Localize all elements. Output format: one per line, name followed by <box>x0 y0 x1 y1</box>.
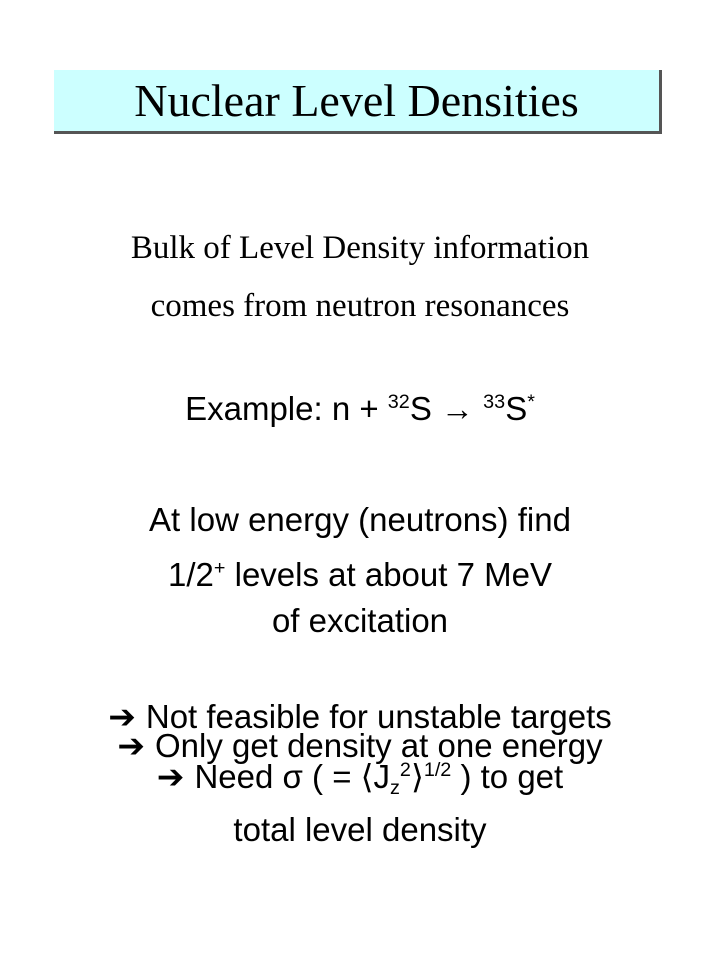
z-subscript: z <box>390 776 400 799</box>
low-energy-line-3: of excitation <box>271 602 449 639</box>
spin-value: 1/2 <box>168 556 214 593</box>
title-box <box>54 70 662 134</box>
need-sigma-text: Need σ ( = <box>194 758 361 795</box>
example-excited-star: * <box>527 391 535 414</box>
j-symbol: J <box>373 758 391 795</box>
left-angle-bracket: ⟨ <box>360 758 374 795</box>
right-angle-bracket: ⟩ <box>410 758 424 795</box>
bullet-total-density: total level density <box>233 811 487 848</box>
arrow-icon: ➔ <box>117 726 146 765</box>
low-energy-line-2 <box>0 558 720 591</box>
arrow-icon: ➔ <box>156 757 185 796</box>
bullet-need-sigma <box>0 757 720 799</box>
example-prefix: Example: n + <box>185 390 388 427</box>
arrow-icon: ➔ <box>108 697 136 736</box>
to-get-text: ) to get <box>451 758 564 795</box>
example-mass-33: 33 <box>483 391 506 414</box>
bullet-text-2: Only get density at one energy <box>155 727 603 764</box>
half-power-superscript: 1/2 <box>423 759 452 782</box>
example-element-2: S <box>505 390 528 427</box>
low-energy-line-1: At low energy (neutrons) find <box>149 501 571 538</box>
bullet-text-1: Not feasible for unstable targets <box>145 698 612 735</box>
example-reaction <box>0 392 720 425</box>
intro-line-1: Bulk of Level Density information <box>130 230 590 266</box>
example-mass-32: 32 <box>387 391 410 414</box>
parity-sup: + <box>213 557 226 580</box>
intro-line-2: comes from neutron resonances <box>150 288 570 324</box>
levels-text: levels at about 7 MeV <box>225 556 552 593</box>
example-element-1: S → <box>409 390 484 427</box>
square-superscript: 2 <box>399 759 411 782</box>
page-title: Nuclear Level Densities <box>134 74 579 126</box>
